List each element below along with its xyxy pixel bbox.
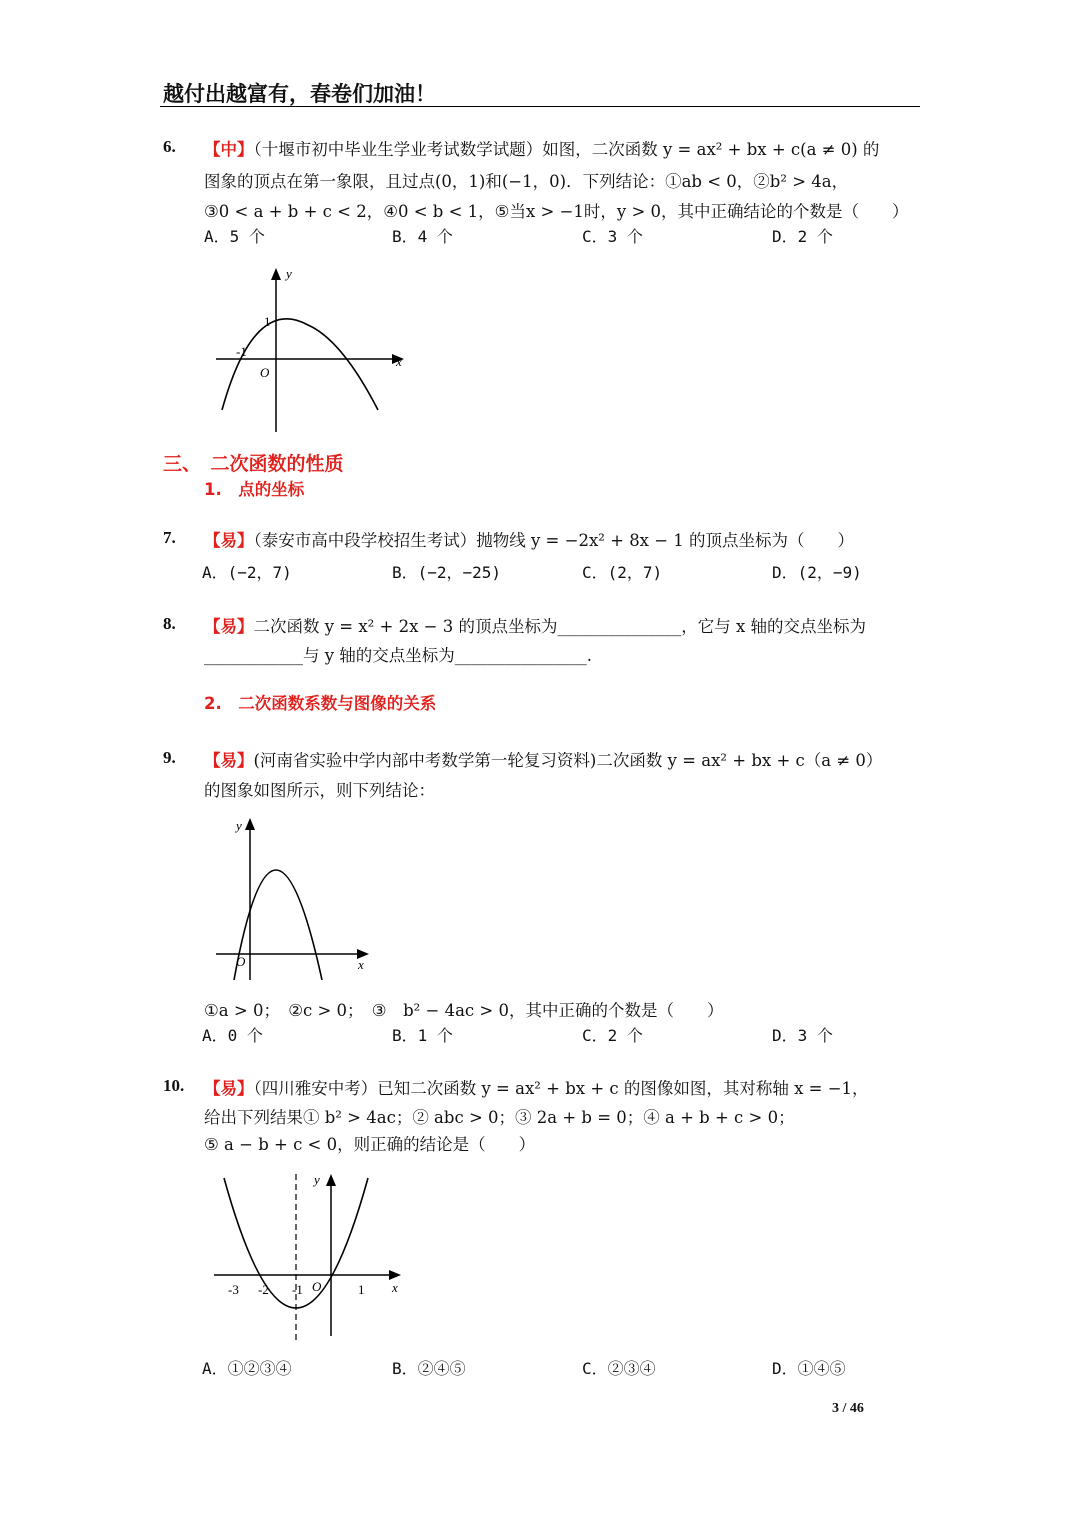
q7-text1: （泰安市高中段学校招生考试）抛物线 y = −2x² + 8x − 1 的顶点坐标为（ ） (253, 531, 855, 550)
q7-option-a: A．(−2，7) (202, 563, 292, 582)
q10-text1: （四川雅安中考）已知二次函数 y = ax² + bx + c 的图像如图，其对称轴 x = −1， (253, 1079, 869, 1098)
q10-tick-neg2: -2 (258, 1282, 269, 1297)
q8-text1: 二次函数 y = x² + 2x − 3 的顶点坐标为_______________，它与 x 轴的交点坐标为 (253, 617, 867, 636)
q9-tag: 【易】 (204, 751, 254, 770)
q6-parabola (222, 319, 378, 410)
q10-tag: 【易】 (204, 1079, 254, 1098)
q6-tag: 【中】 (204, 140, 254, 159)
q6-text1: （十堰市初中毕业生学业考试数学试题）如图，二次函数 y = ax² + bx + c(a ≠ 0) 的 (253, 140, 880, 159)
q9-text1: (河南省实验中学内部中考数学第一轮复习资料)二次函数 y = ax² + bx + c（a ≠ 0） (253, 751, 883, 770)
q9-line1 (204, 747, 882, 771)
q7-option-b: B．(−2，−25) (392, 563, 502, 582)
q8-number: 8. (163, 614, 176, 633)
q10-y-label: y (314, 1172, 320, 1187)
q6-line1 (204, 136, 879, 160)
q9-y-arrow (245, 818, 255, 830)
q10-tick-neg1: -1 (292, 1282, 303, 1297)
q6-option-a: A．5 个 (204, 227, 265, 246)
q8-line2: ____________与 y 轴的交点坐标为________________. (204, 646, 593, 665)
q9-y-label: y (236, 818, 242, 833)
q6-line3: ③0 < a + b + c < 2，④0 < b < 1，⑤当x > −1时，y > 0，其中正确结论的个数是（ ） (204, 202, 909, 221)
q10-y-arrow (326, 1174, 336, 1186)
q10-tick-neg3: -3 (228, 1282, 239, 1297)
q6-option-b: B．4 个 (392, 227, 453, 246)
q7-number: 7. (163, 528, 176, 547)
q6-option-d: D．2 个 (772, 227, 833, 246)
q9-option-d: D．3 个 (772, 1026, 833, 1045)
q10-line1 (204, 1075, 869, 1099)
q10-option-c: C．②③④ (582, 1359, 656, 1378)
q7-line1 (204, 527, 854, 551)
q9-option-c: C．2 个 (582, 1026, 643, 1045)
header-title: 越付出越富有，春卷们加油！ (163, 82, 436, 106)
section3-title: 三、 二次函数的性质 (163, 453, 344, 475)
q6-y-label: y (286, 266, 292, 281)
q9-option-a: A．0 个 (202, 1026, 263, 1045)
q7-option-c: C．(2，7) (582, 563, 663, 582)
q10-option-a: A．①②③④ (202, 1359, 292, 1378)
q6-option-c: C．3 个 (582, 227, 643, 246)
q6-tick-neg1: -1 (236, 344, 247, 359)
q10-line3: ⑤ a − b + c < 0，则正确的结论是（ ） (204, 1135, 536, 1154)
q10-x-label: x (392, 1280, 398, 1295)
q7-option-d: D．(2，−9) (772, 563, 862, 582)
q9-origin: O (236, 954, 246, 969)
q8-tag: 【易】 (204, 617, 254, 636)
q8-line1 (204, 613, 866, 637)
q10-origin: O (312, 1279, 322, 1294)
q9-number: 9. (163, 748, 176, 767)
q10-option-b: B．②④⑤ (392, 1359, 466, 1378)
q9-parabola (234, 870, 322, 980)
page-number: 3 / 46 (832, 1401, 864, 1416)
section3-sub2: 2. 二次函数系数与图像的关系 (204, 694, 437, 713)
q9-option-b: B．1 个 (392, 1026, 453, 1045)
q6-tick-1: 1 (264, 314, 271, 329)
q10-option-d: D．①④⑤ (772, 1359, 846, 1378)
q9-x-label: x (358, 957, 364, 972)
q10-number: 10. (163, 1076, 185, 1095)
q6-origin: O (260, 365, 270, 380)
section3-sub1: 1. 点的坐标 (204, 480, 305, 499)
q10-line2: 给出下列结果① b² > 4ac；② abc > 0；③ 2a + b = 0；④ a + b + c > 0； (204, 1108, 795, 1127)
q6-x-label: x (396, 354, 402, 369)
header-rule (160, 106, 920, 107)
q6-number: 6. (163, 137, 176, 156)
q6-graph (210, 262, 410, 437)
q10-tick-1: 1 (358, 1282, 365, 1297)
q6-y-arrow (271, 268, 281, 280)
q9-line2: 的图象如图所示，则下列结论： (204, 781, 435, 800)
q9-graph (212, 812, 377, 982)
q9-line3: ①a > 0； ②c > 0； ③ b² − 4ac > 0，其中正确的个数是（ ） (204, 1001, 724, 1020)
q10-graph (210, 1166, 410, 1346)
q7-tag: 【易】 (204, 531, 254, 550)
q10-x-arrow (389, 1270, 401, 1280)
q6-line2: 图象的顶点在第一象限，且过点(0，1)和(−1，0)．下列结论：①ab < 0，②b² > 4a， (204, 172, 849, 191)
